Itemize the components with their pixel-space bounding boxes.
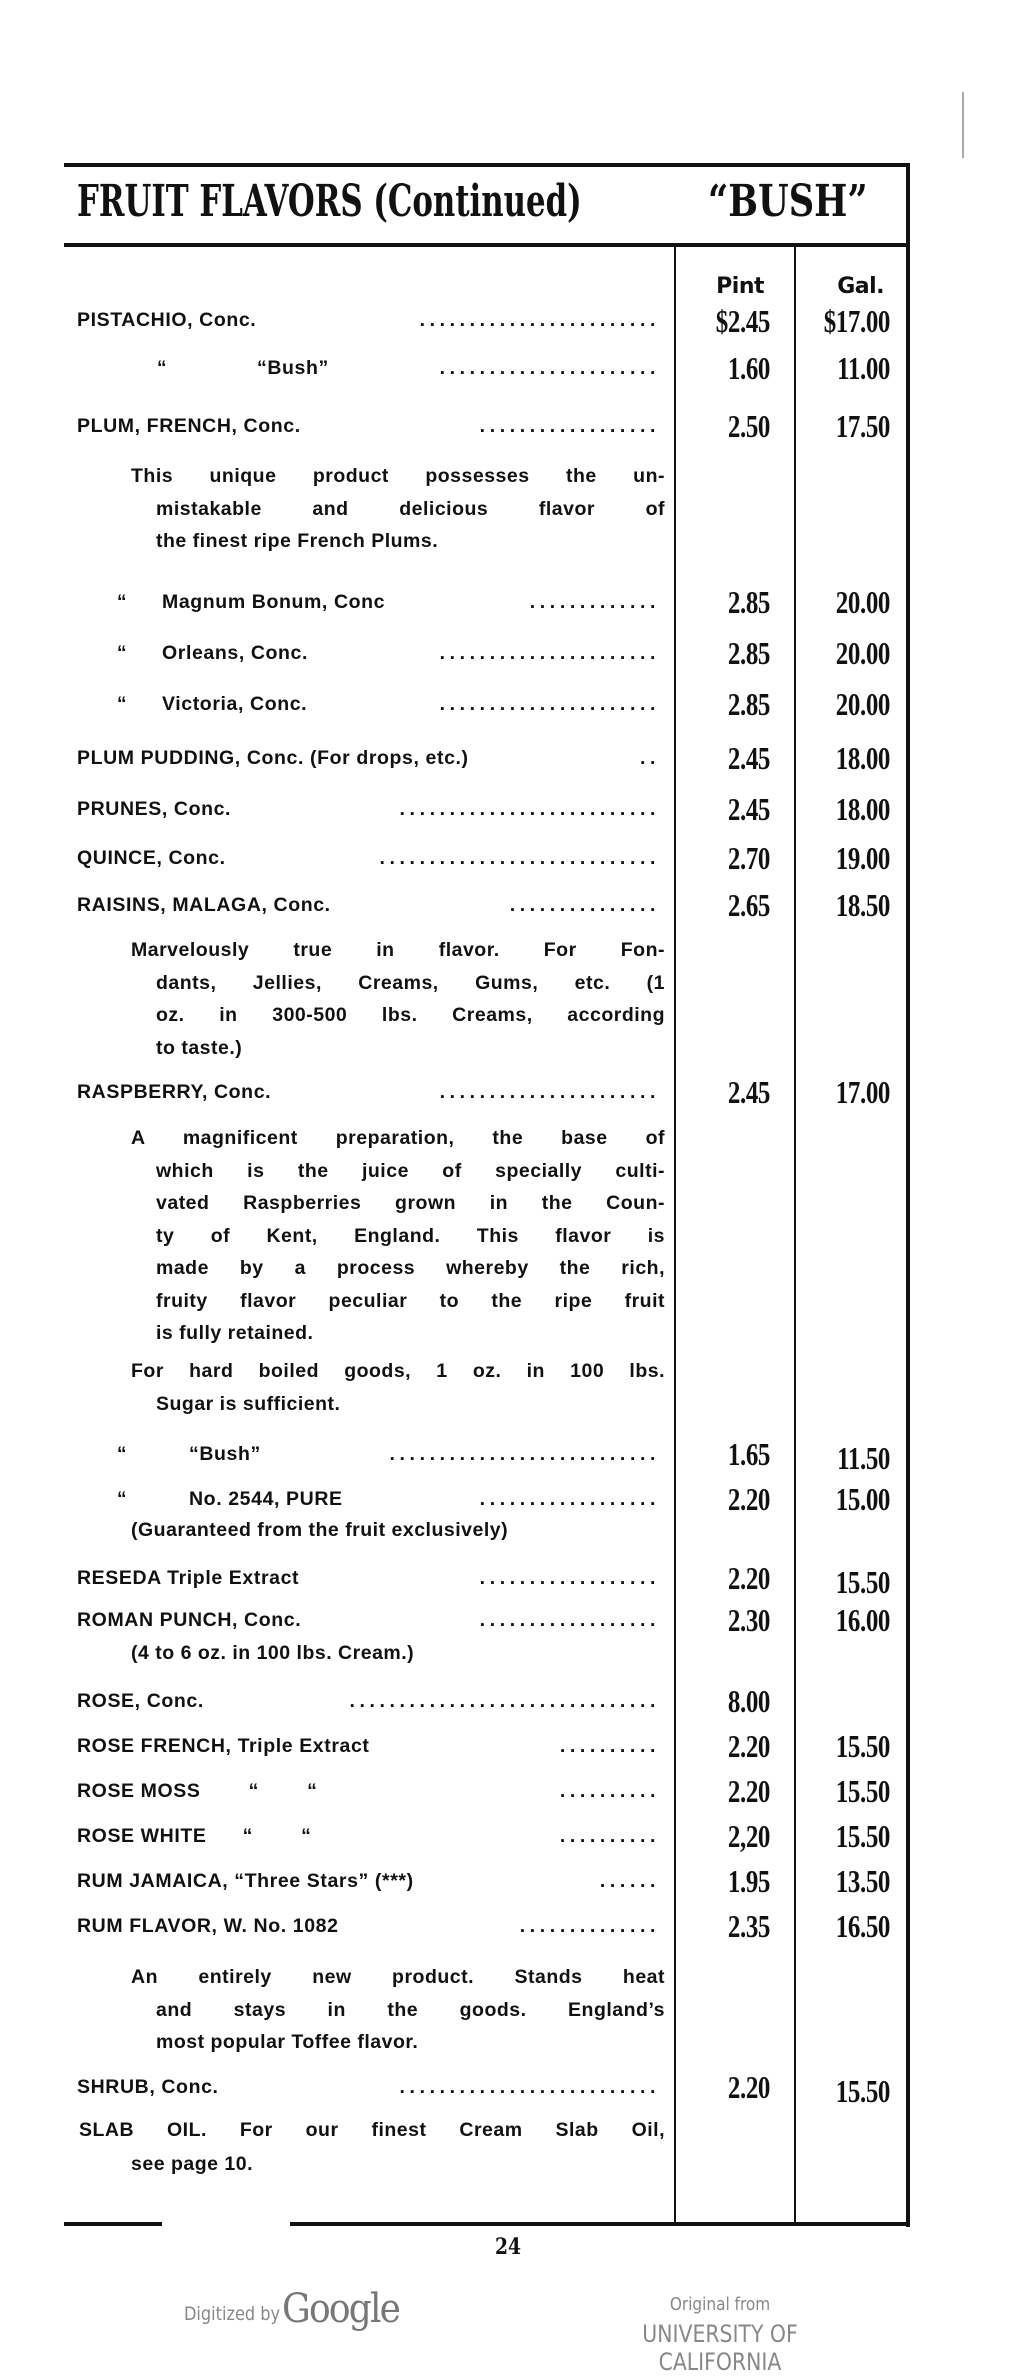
price-list-entry — [77, 744, 660, 772]
description-line: the finest ripe French Plums. — [156, 530, 439, 552]
price-list-entry — [77, 1867, 660, 1895]
table-bottom-rule — [290, 2222, 910, 2226]
description-line: most popular Toffee flavor. — [156, 2031, 419, 2053]
price-list-entry — [77, 1822, 660, 1850]
description-line: (4 to 6 oz. in 100 lbs. Cream.) — [131, 1642, 415, 1664]
dot-leader: ............... — [509, 894, 660, 916]
description-line: ty of Kent, England. This flavor is — [156, 1224, 665, 1247]
description-line: is fully retained. — [156, 1322, 314, 1344]
page-number: 24 — [494, 2234, 522, 2260]
price-list-entry — [77, 1485, 660, 1513]
gal-price: 17.50 — [835, 408, 890, 444]
dot-leader: ...................... — [439, 642, 660, 664]
description-line: (Guaranteed from the fruit exclusively) — [131, 1519, 509, 1541]
entry-name: No. 2544, PURE — [189, 1488, 343, 1510]
ditto-mark: “ — [117, 1489, 128, 1510]
gal-price: 18.00 — [835, 791, 890, 827]
pint-price: 2.85 — [727, 686, 770, 722]
description-line: vated Raspberries grown in the Coun- — [156, 1192, 665, 1214]
dot-leader: ...... — [599, 1870, 660, 1892]
pint-price: 2.20 — [727, 1728, 770, 1764]
pint-price: 2.20 — [727, 2069, 770, 2105]
entry-name: “Bush” — [189, 1443, 261, 1465]
pint-price: 2.45 — [727, 1074, 770, 1110]
pint-price: 1.65 — [727, 1436, 770, 1472]
ditto-mark: “ — [157, 358, 168, 379]
entry-name: RUM JAMAICA, “Three Stars” (***) — [77, 1870, 414, 1892]
digitized-by-label: Digitized by — [184, 2303, 281, 2325]
description-line: fruity flavor peculiar to the ripe fruit — [156, 1289, 665, 1312]
entry-name: ROSE WHITE “ “ — [77, 1825, 312, 1847]
page-title: FRUIT FLAVORS (Continued) — [77, 176, 582, 227]
pint-price: 2.45 — [727, 740, 770, 776]
entry-name: Victoria, Conc. — [162, 693, 308, 715]
entry-name: “Bush” — [257, 357, 329, 379]
pint-price: 2.30 — [727, 1602, 770, 1638]
dot-leader: ...................... — [439, 693, 660, 715]
gal-price: 18.00 — [835, 740, 890, 776]
entry-name: SHRUB, Conc. — [77, 2076, 219, 2098]
price-list-entry — [77, 1564, 660, 1592]
gal-price: 15.50 — [835, 1773, 890, 1809]
pint-price: $2.45 — [715, 303, 770, 339]
gal-price: 20.00 — [835, 635, 890, 671]
dot-leader: .. — [639, 747, 660, 769]
gal-price: 13.50 — [835, 1863, 890, 1899]
pint-price: 2.45 — [727, 791, 770, 827]
entry-name: ROSE FRENCH, Triple Extract — [77, 1735, 370, 1757]
pint-price: 2.50 — [727, 408, 770, 444]
price-list-entry — [77, 1440, 660, 1468]
price-list-entry — [77, 1606, 660, 1634]
pint-price: 2.35 — [727, 1908, 770, 1944]
scan-artifact-mark — [962, 92, 964, 158]
price-list-entry — [77, 795, 660, 823]
pint-price: 2.70 — [727, 840, 770, 876]
gal-price: 11.50 — [837, 1440, 890, 1476]
ditto-mark: “ — [117, 694, 128, 715]
pint-column-divider — [674, 247, 676, 2225]
dot-leader: ........................ — [419, 309, 660, 331]
dot-leader: .......................... — [399, 798, 660, 820]
dot-leader: .................. — [479, 1488, 660, 1510]
dot-leader: ...................... — [439, 357, 660, 379]
dot-leader: ............................ — [379, 847, 660, 869]
description-line: mistakable and delicious flavor of — [156, 497, 665, 520]
gal-price: 15.50 — [835, 2073, 890, 2109]
description-line: SLAB OIL. For our finest Cream Slab Oil, — [79, 2119, 665, 2141]
dot-leader: .................. — [479, 1609, 660, 1631]
pint-price: 2.20 — [727, 1560, 770, 1596]
gal-price: 15.00 — [835, 1481, 890, 1517]
table-bottom-rule-left — [64, 2222, 162, 2226]
dot-leader: .......... — [559, 1735, 660, 1757]
gal-price: 15.50 — [835, 1564, 890, 1600]
pint-price: 1.60 — [727, 350, 770, 386]
dot-leader: .......................... — [399, 2076, 660, 2098]
entry-name: ROMAN PUNCH, Conc. — [77, 1609, 302, 1631]
pint-price: 1.95 — [727, 1863, 770, 1899]
description-line: An entirely new product. Stands heat — [131, 1966, 665, 1988]
gal-price: 11.00 — [837, 350, 890, 386]
entry-name: RESEDA Triple Extract — [77, 1567, 300, 1589]
price-list-entry — [77, 306, 660, 334]
description-line: dants, Jellies, Creams, Gums, etc. (1 — [156, 971, 665, 994]
dot-leader: .............. — [519, 1915, 660, 1937]
header-top-rule — [64, 163, 910, 167]
description-line: see page 10. — [131, 2153, 253, 2175]
google-logo: Google — [282, 2286, 400, 2332]
dot-leader: .......... — [559, 1780, 660, 1802]
description-line: Marvelously true in flavor. For Fon- — [131, 939, 665, 961]
gal-price: 16.50 — [835, 1908, 890, 1944]
price-list-entry — [77, 354, 660, 382]
price-list-entry — [77, 588, 660, 616]
ditto-mark: “ — [117, 643, 128, 664]
description-line: and stays in the goods. England’s — [156, 1998, 665, 2021]
pint-price: 8.00 — [727, 1683, 770, 1719]
pint-price: 2.85 — [727, 584, 770, 620]
gal-price: 20.00 — [835, 584, 890, 620]
price-list-entry — [77, 1687, 660, 1715]
entry-name: ROSE, Conc. — [77, 1690, 204, 1712]
description-line: to taste.) — [156, 1036, 243, 1059]
price-list-entry — [77, 844, 660, 872]
pint-price: 2.20 — [727, 1481, 770, 1517]
entry-name: PISTACHIO, Conc. — [77, 309, 257, 331]
gal-column-header: Gal. — [837, 274, 884, 299]
entry-name: Orleans, Conc. — [162, 642, 309, 664]
gal-column-divider — [794, 247, 796, 2225]
gal-price: 19.00 — [835, 840, 890, 876]
price-list-entry — [77, 1732, 660, 1760]
entry-name: QUINCE, Conc. — [77, 847, 226, 869]
description-line: Sugar is sufficient. — [156, 1392, 341, 1415]
description-line: which is the juice of specially culti- — [156, 1159, 665, 1182]
description-line: For hard boiled goods, 1 oz. in 100 lbs. — [131, 1360, 665, 1382]
gal-price: 20.00 — [835, 686, 890, 722]
price-list-entry — [77, 1912, 660, 1940]
dot-leader: ........................... — [389, 1443, 660, 1465]
pint-price: 2.85 — [727, 635, 770, 671]
description-line: oz. in 300-500 lbs. Creams, according — [156, 1004, 665, 1026]
gal-price: 15.50 — [835, 1728, 890, 1764]
header-bottom-rule — [64, 243, 908, 247]
dot-leader: ...................... — [439, 1081, 660, 1103]
description-line: made by a process whereby the rich, — [156, 1257, 665, 1279]
gal-price: 17.00 — [835, 1074, 890, 1110]
pint-price: 2.20 — [727, 1773, 770, 1809]
dot-leader: ............. — [529, 591, 660, 613]
gal-price: $17.00 — [823, 303, 890, 339]
price-list-entry — [77, 1777, 660, 1805]
entry-name: RASPBERRY, Conc. — [77, 1081, 272, 1103]
price-list-entry — [77, 639, 660, 667]
entry-name: PLUM, FRENCH, Conc. — [77, 415, 301, 437]
entry-name: RUM FLAVOR, W. No. 1082 — [77, 1915, 339, 1937]
entry-name: Magnum Bonum, Conc — [162, 591, 386, 613]
description-line: A magnificent preparation, the base of — [131, 1127, 665, 1149]
brand-title: “BUSH” — [708, 176, 868, 227]
table-right-border — [906, 163, 910, 2227]
dot-leader: ............................... — [349, 1690, 660, 1712]
gal-price: 15.50 — [835, 1818, 890, 1854]
ditto-mark: “ — [117, 592, 128, 613]
entry-name: PRUNES, Conc. — [77, 798, 232, 820]
price-list-entry — [77, 412, 660, 440]
price-list-entry — [77, 690, 660, 718]
pint-column-header: Pint — [716, 274, 764, 299]
dot-leader: .................. — [479, 415, 660, 437]
dot-leader: .................. — [479, 1567, 660, 1589]
entry-name: RAISINS, MALAGA, Conc. — [77, 894, 331, 916]
price-list-entry — [77, 2073, 660, 2101]
gal-price: 16.00 — [835, 1602, 890, 1638]
entry-name: ROSE MOSS “ “ — [77, 1780, 318, 1802]
ditto-mark: “ — [117, 1444, 128, 1465]
pint-price: 2,20 — [727, 1818, 770, 1854]
gal-price: 18.50 — [835, 887, 890, 923]
original-from-label: Original from — [669, 2294, 771, 2315]
institution-label: UNIVERSITY OF CALIFORNIA — [642, 2320, 798, 2376]
description-line: This unique product possesses the un- — [131, 465, 665, 487]
price-list-entry — [77, 1078, 660, 1106]
dot-leader: .......... — [559, 1825, 660, 1847]
price-list-entry — [77, 891, 660, 919]
entry-name: PLUM PUDDING, Conc. (For drops, etc.) — [77, 747, 469, 769]
pint-price: 2.65 — [727, 887, 770, 923]
